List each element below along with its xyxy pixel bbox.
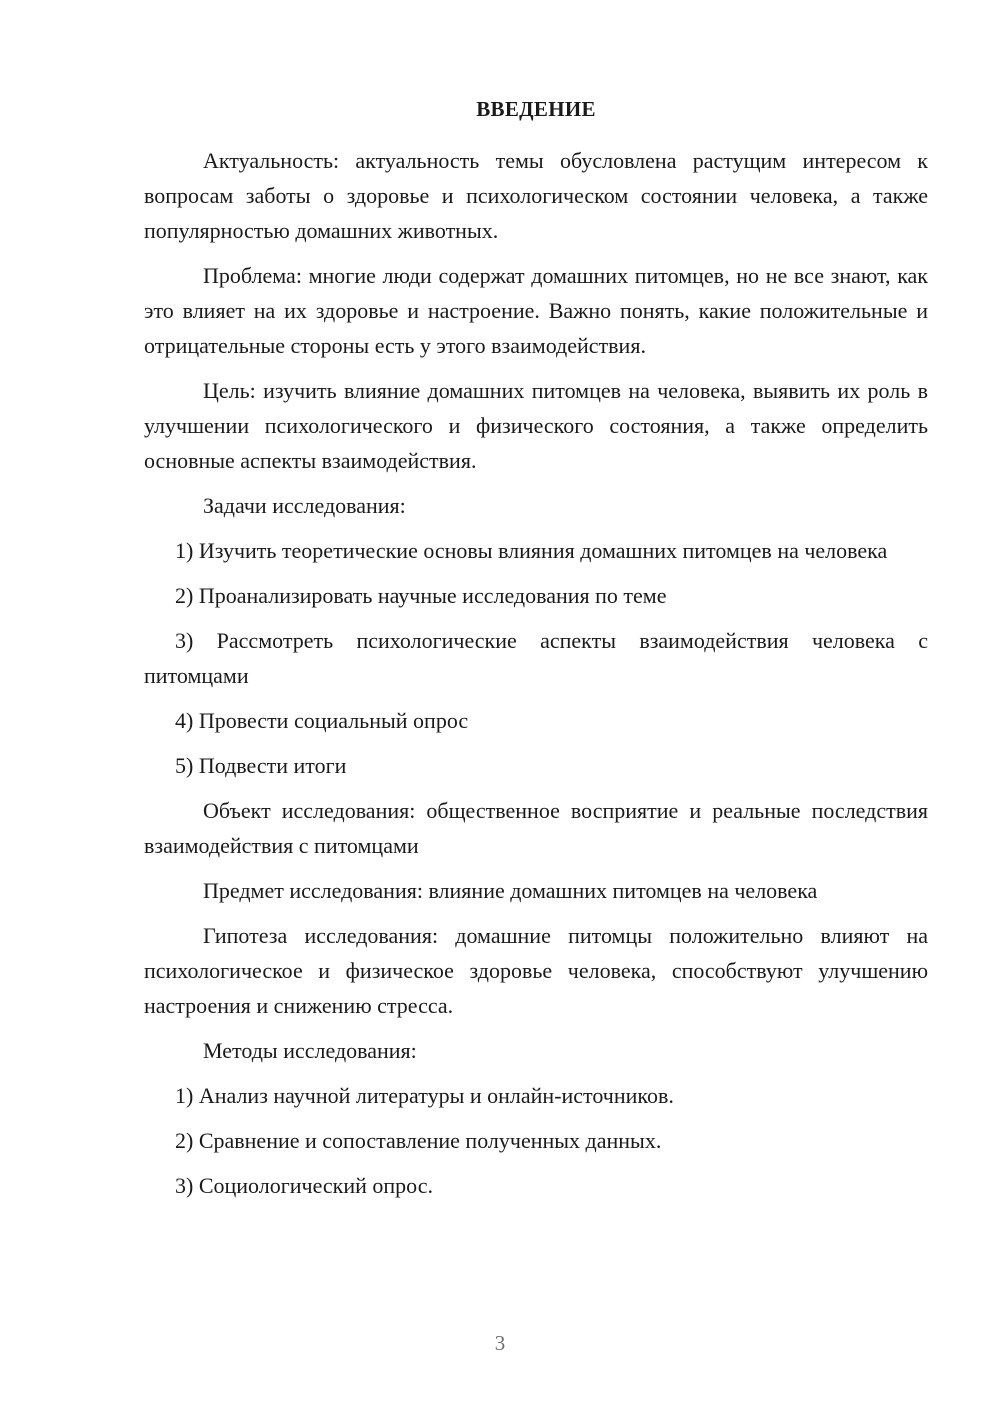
paragraph-list (144, 143, 928, 1203)
page-content (144, 92, 928, 1213)
list-item: 2) Проанализировать научные исследования по теме (175, 583, 667, 608)
list-item: 1) Изучить теоретические основы влияния домашних питомцев на человека (175, 538, 888, 563)
paragraph: Методы исследования: (203, 1038, 417, 1063)
list-item: 5) Подвести итоги (175, 753, 347, 778)
paragraph: Задачи исследования: (203, 493, 406, 518)
paragraph: Актуальность: актуальность темы обусловлена растущим интересом к вопросам заботы о здоровье и психологическом состоянии человека, а также популярностью домашних животных. (144, 148, 928, 243)
list-item: 4) Провести социальный опрос (175, 708, 469, 733)
paragraph: Проблема: многие люди содержат домашних питомцев, но не все знают, как это влияет на их здоровье и настроение. Важно понять, какие положительные и отрицательные стороны есть у этого взаимодействия. (144, 263, 928, 358)
list-item: 3) Рассмотреть психологические аспекты взаимодействия человека с питомцами (144, 628, 928, 688)
list-item: 1) Анализ научной литературы и онлайн-источников. (175, 1083, 674, 1108)
list-item: 2) Сравнение и сопоставление полученных данных. (175, 1128, 662, 1153)
paragraph: Объект исследования: общественное восприятие и реальные последствия взаимодействия с питомцами (144, 798, 928, 858)
page-number: 3 (494, 1331, 506, 1355)
paragraph: Гипотеза исследования: домашние питомцы положительно влияют на психологическое и физическое здоровье человека, способствуют улучшению настроения и снижению стресса. (144, 923, 928, 1018)
section-heading: ВВЕДЕНИЕ (476, 97, 596, 121)
paragraph: Цель: изучить влияние домашних питомцев на человека, выявить их роль в улучшении психологического и физического состояния, а также определить основные аспекты взаимодействия. (144, 378, 928, 473)
list-item: 3) Социологический опрос. (175, 1173, 433, 1198)
paragraph: Предмет исследования: влияние домашних питомцев на человека (203, 878, 818, 903)
